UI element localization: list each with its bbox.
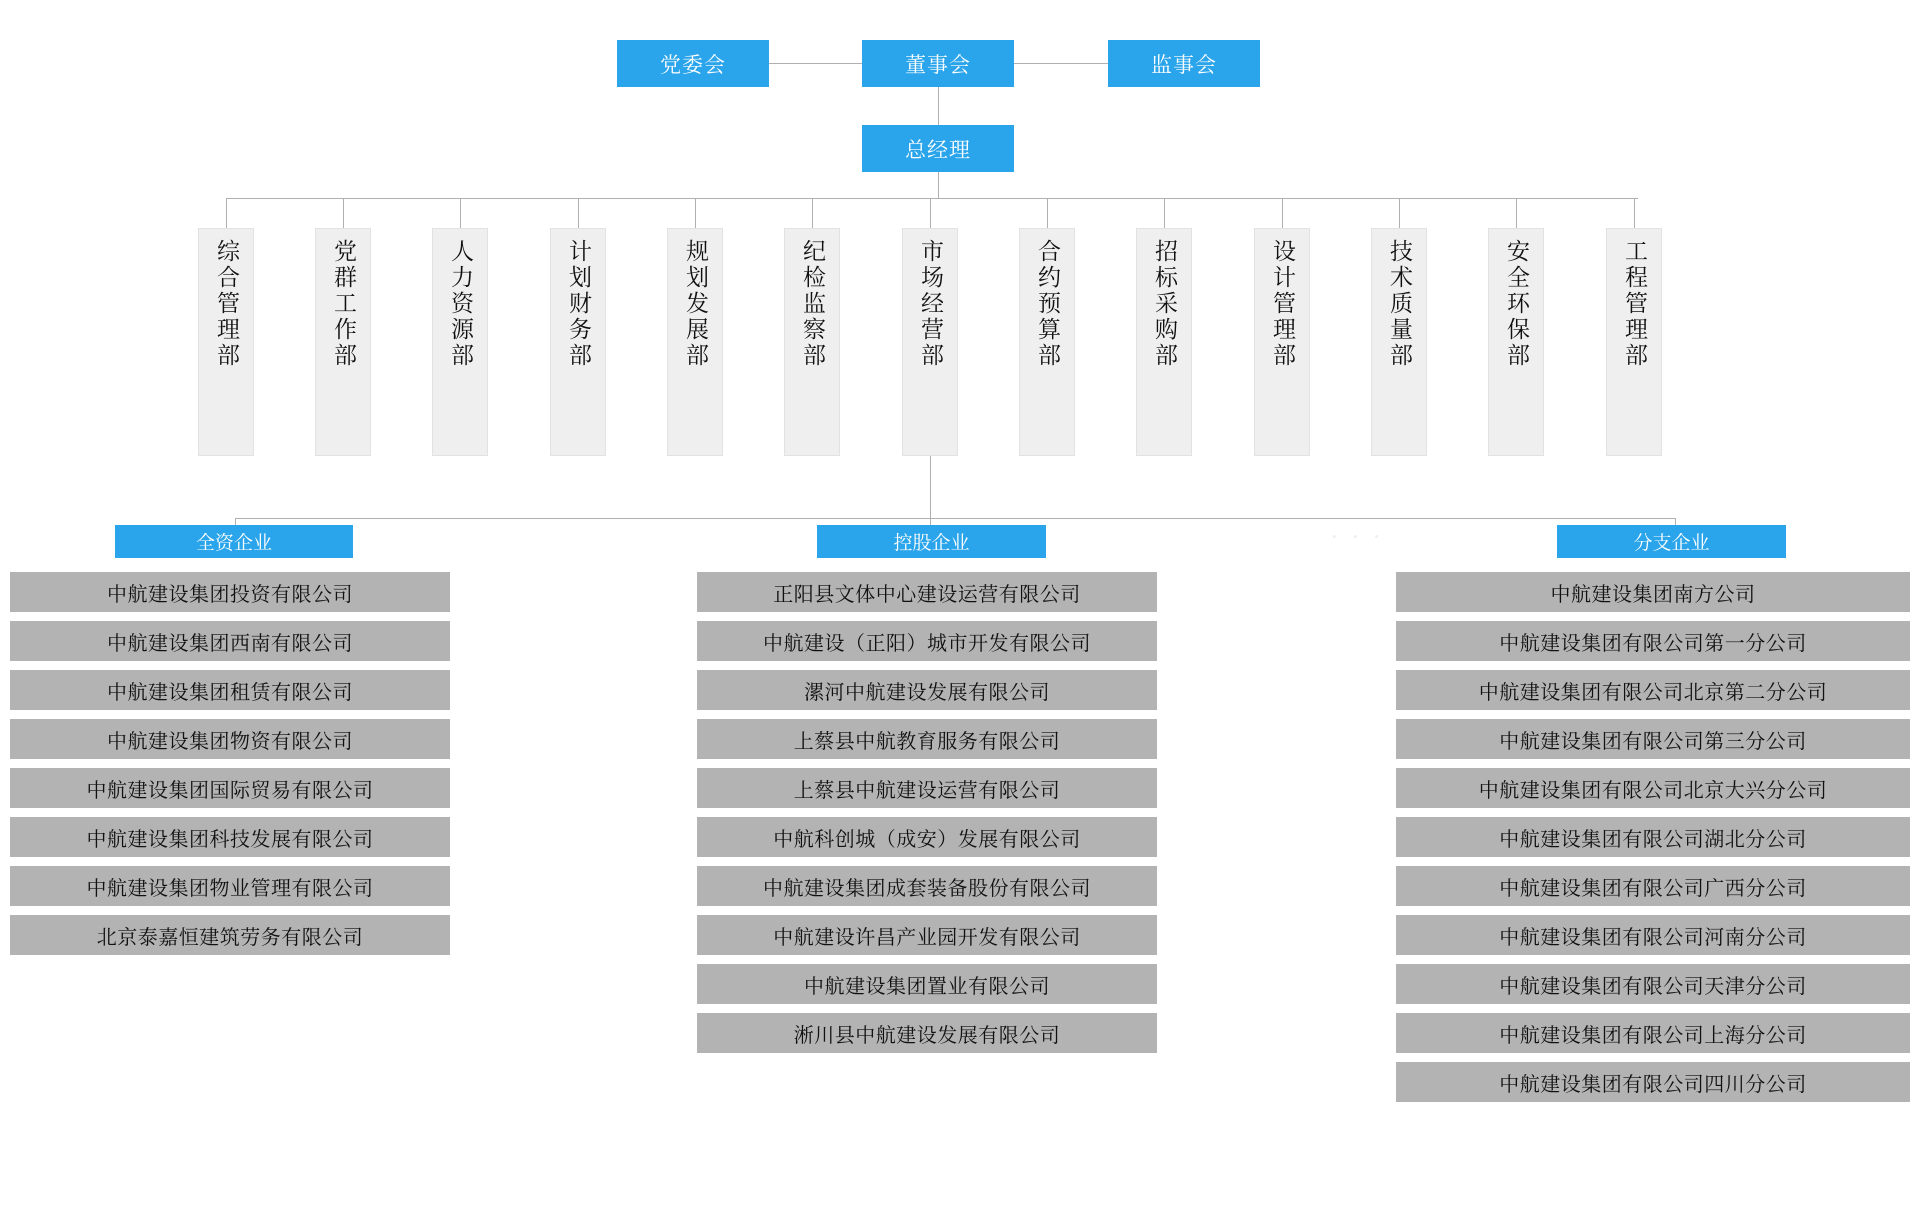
dept-label-2: 人力资源部 (448, 239, 473, 369)
node-supervisory-board[interactable]: 监事会 (1108, 40, 1260, 87)
company-item[interactable]: 中航建设集团投资有限公司 (10, 572, 450, 612)
company-item[interactable]: 中航建设集团有限公司天津分公司 (1396, 964, 1910, 1004)
dept-label-5: 纪检监察部 (800, 239, 825, 369)
node-general-manager[interactable]: 总经理 (862, 125, 1014, 172)
drop-dept-8 (1164, 198, 1165, 228)
company-item[interactable]: 中航建设集团有限公司广西分公司 (1396, 866, 1910, 906)
dept-box-5[interactable] (784, 228, 840, 456)
dept-label-11: 安全环保部 (1504, 239, 1529, 369)
drop-dept-12 (1634, 198, 1635, 228)
company-item[interactable]: 中航建设集团置业有限公司 (697, 964, 1157, 1004)
dept-label-4: 规划发展部 (683, 239, 708, 369)
company-item[interactable]: 中航建设集团物资有限公司 (10, 719, 450, 759)
connector-market-to-group-bus (930, 456, 931, 518)
group-header-1[interactable]: 控股企业 (817, 525, 1046, 558)
company-item[interactable]: 中航建设集团南方公司 (1396, 572, 1910, 612)
company-item[interactable]: 北京泰嘉恒建筑劳务有限公司 (10, 915, 450, 955)
connector-party-to-board (769, 63, 862, 64)
dept-box-10[interactable] (1371, 228, 1427, 456)
company-item[interactable]: 中航建设集团租赁有限公司 (10, 670, 450, 710)
company-item[interactable]: 上蔡县中航建设运营有限公司 (697, 768, 1157, 808)
company-item[interactable]: 上蔡县中航教育服务有限公司 (697, 719, 1157, 759)
company-item[interactable]: 中航建设集团有限公司北京第二分公司 (1396, 670, 1910, 710)
dept-box-4[interactable] (667, 228, 723, 456)
drop-dept-6 (930, 198, 931, 228)
dept-box-9[interactable] (1254, 228, 1310, 456)
company-item[interactable]: 中航建设集团有限公司河南分公司 (1396, 915, 1910, 955)
dept-box-11[interactable] (1488, 228, 1544, 456)
connector-board-to-supervisors (1014, 63, 1108, 64)
company-item[interactable]: 中航科创城（成安）发展有限公司 (697, 817, 1157, 857)
drop-dept-2 (460, 198, 461, 228)
dept-label-9: 设计管理部 (1270, 239, 1295, 369)
drop-dept-9 (1282, 198, 1283, 228)
company-list-holding (697, 572, 1157, 1062)
company-list-branches (1396, 572, 1910, 1111)
dept-box-0[interactable] (198, 228, 254, 456)
dept-box-6[interactable] (902, 228, 958, 456)
drop-dept-3 (578, 198, 579, 228)
drop-dept-5 (812, 198, 813, 228)
company-item[interactable]: 漯河中航建设发展有限公司 (697, 670, 1157, 710)
group-bus-bar (235, 518, 1675, 519)
department-bus-bar (226, 198, 1638, 199)
company-item[interactable]: 中航建设集团有限公司北京大兴分公司 (1396, 768, 1910, 808)
watermark-text: · · · (1330, 522, 1384, 551)
company-item[interactable]: 中航建设集团有限公司上海分公司 (1396, 1013, 1910, 1053)
dept-box-3[interactable] (550, 228, 606, 456)
connector-gm-to-bus (938, 172, 939, 198)
company-list-wholly-owned (10, 572, 450, 964)
company-item[interactable]: 中航建设集团有限公司第三分公司 (1396, 719, 1910, 759)
company-item[interactable]: 中航建设集团物业管理有限公司 (10, 866, 450, 906)
dept-box-1[interactable] (315, 228, 371, 456)
dept-label-12: 工程管理部 (1622, 239, 1647, 369)
node-board-of-directors[interactable]: 董事会 (862, 40, 1014, 87)
dept-label-1: 党群工作部 (331, 239, 356, 369)
company-item[interactable]: 中航建设集团科技发展有限公司 (10, 817, 450, 857)
company-item[interactable]: 中航建设许昌产业园开发有限公司 (697, 915, 1157, 955)
drop-dept-4 (695, 198, 696, 228)
dept-box-12[interactable] (1606, 228, 1662, 456)
company-item[interactable]: 正阳县文体中心建设运营有限公司 (697, 572, 1157, 612)
dept-label-8: 招标采购部 (1152, 239, 1177, 369)
drop-dept-10 (1399, 198, 1400, 228)
drop-dept-7 (1047, 198, 1048, 228)
company-item[interactable]: 中航建设集团成套装备股份有限公司 (697, 866, 1157, 906)
dept-box-2[interactable] (432, 228, 488, 456)
dept-label-6: 市场经营部 (918, 239, 943, 369)
drop-dept-1 (343, 198, 344, 228)
company-item[interactable]: 中航建设（正阳）城市开发有限公司 (697, 621, 1157, 661)
group-header-2[interactable]: 分支企业 (1557, 525, 1786, 558)
dept-label-0: 综合管理部 (214, 239, 239, 369)
company-item[interactable]: 中航建设集团有限公司湖北分公司 (1396, 817, 1910, 857)
company-item[interactable]: 中航建设集团西南有限公司 (10, 621, 450, 661)
drop-dept-0 (226, 198, 227, 228)
dept-label-3: 计划财务部 (566, 239, 591, 369)
drop-dept-11 (1516, 198, 1517, 228)
dept-box-8[interactable] (1136, 228, 1192, 456)
node-party-committee[interactable]: 党委会 (617, 40, 769, 87)
group-header-0[interactable]: 全资企业 (115, 525, 353, 558)
dept-box-7[interactable] (1019, 228, 1075, 456)
dept-label-7: 合约预算部 (1035, 239, 1060, 369)
company-item[interactable]: 淅川县中航建设发展有限公司 (697, 1013, 1157, 1053)
company-item[interactable]: 中航建设集团有限公司第一分公司 (1396, 621, 1910, 661)
company-item[interactable]: 中航建设集团有限公司四川分公司 (1396, 1062, 1910, 1102)
dept-label-10: 技术质量部 (1387, 239, 1412, 369)
connector-board-to-gm (938, 87, 939, 125)
company-item[interactable]: 中航建设集团国际贸易有限公司 (10, 768, 450, 808)
